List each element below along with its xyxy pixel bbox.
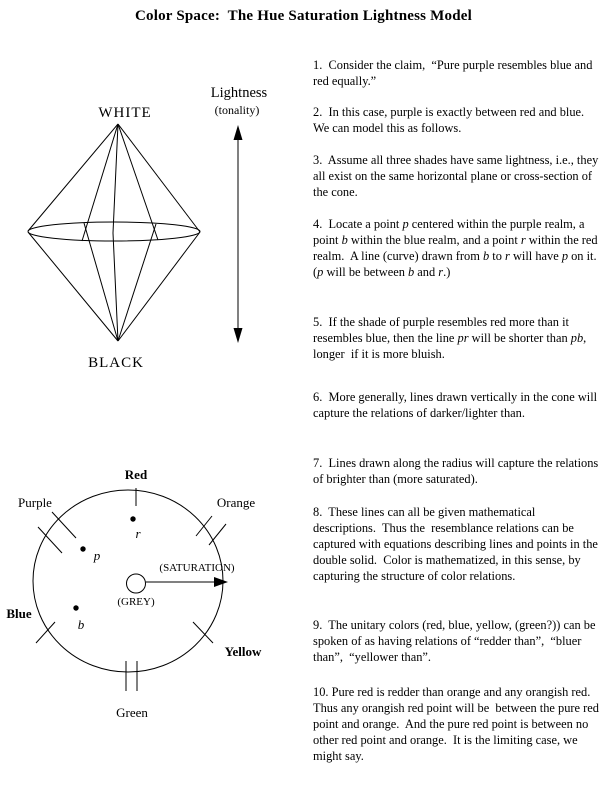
cone-axis-line [113,124,118,341]
paragraph-7: 7. Lines drawn along the radius will capture the relations of brighter than (more saturated). [313,456,602,486]
yellow-hue-label: Yellow [224,644,262,659]
page-title: Color Space: The Hue Saturation Lightness Model [135,8,472,24]
tonality-axis-sublabel: (tonality) [214,103,260,117]
green-tick-marks [126,661,137,691]
saturation-label: (SATURATION) [159,562,235,574]
arrow-right-icon [214,577,228,587]
lightness-axis [211,85,268,343]
arrow-down-icon [234,328,243,343]
hue-circle [33,490,223,672]
double-cone-diagram [28,105,200,371]
orange-hue-label: Orange [216,495,256,510]
black-label: BLACK [88,355,144,371]
purple-hue-label: Purple [18,495,52,510]
grey-label: (GREY) [117,596,155,608]
point-p-label: p [93,548,101,563]
red-hue-label: Red [124,467,148,482]
paragraph-9: 9. The unitary colors (red, blue, yellow, (green?)) can be spoken of as having relations of “redder than”, “bluer than”, “yellower than”. [313,618,599,664]
paragraph-8: 8. These lines can all be given mathematical descriptions. Thus the resemblance relations can be captured with equations describing lines and points in the double solid. Color is mathematized, in this sense, by capturing the structure of color relations. [313,505,602,583]
paragraph-3: 3. Assume all three shades have same lightness, i.e., they all exist on the same horizontal plane or cross-section of the cone. [313,153,602,199]
paragraph-5: 5. If the shade of purple resembles red more than it resembles blue, then the line pr will be shorter than pb, longer if it is more bluish. [313,315,590,361]
point-r-label: r [135,526,141,541]
point-b-label: b [77,617,85,632]
orange-tick-marks [196,516,226,545]
blue-tick-mark [36,622,55,643]
arrow-up-icon [234,125,243,140]
paragraph-10: 10. Pure red is redder than orange and any orangish red. Thus any orangish red point will be between the pure red point and orange. And the pure red point is between no other red point and orange. It is the limiting case, we might say. [313,685,603,763]
paragraph-1: 1. Consider the claim, “Pure purple resembles blue and red equally.” [313,58,596,88]
paragraph-6: 6. More generally, lines drawn vertically in the cone will capture the relations of darker/lighter than. [313,390,601,420]
paragraph-4: 4. Locate a point p centered within the purple realm, a point b within the blue realm, and a point r within the red realm. A line (curve) drawn from b to r will have p on it. (p will be between b and r.) [313,217,603,279]
lightness-axis-label: Lightness [210,85,268,101]
point-r-dot [130,516,135,521]
cone-equator-ellipse [28,222,200,241]
purple-tick-marks [38,512,76,553]
green-hue-label: Green [116,705,148,720]
yellow-tick-mark [193,622,213,643]
paragraph-2: 2. In this case, purple is exactly between red and blue. We can model this as follows. [313,105,587,135]
hue-circle-diagram [6,467,262,720]
point-b-dot [73,605,78,610]
grey-center-circle [127,574,146,593]
point-p-dot [80,546,85,551]
blue-hue-label: Blue [6,606,32,621]
white-label: WHITE [98,105,152,121]
